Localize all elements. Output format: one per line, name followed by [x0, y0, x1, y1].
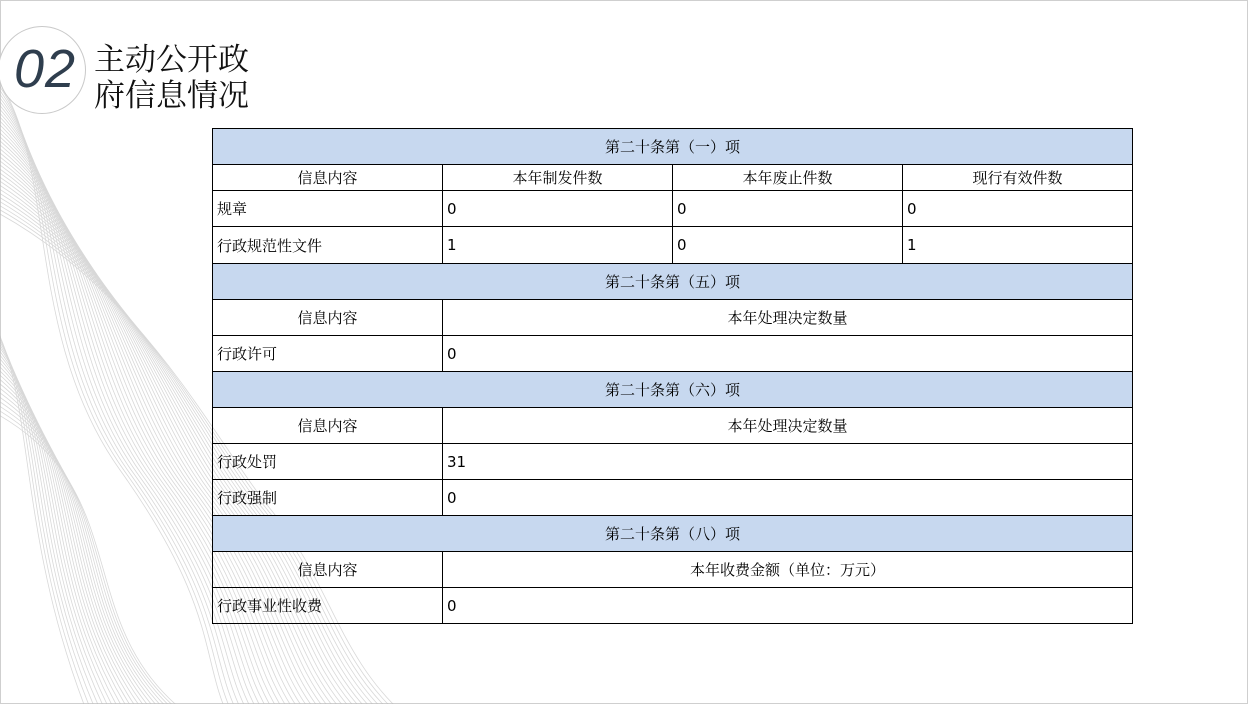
table-cell: 1 [443, 227, 673, 264]
table-row [213, 480, 1133, 516]
column-header: 信息内容 [213, 300, 443, 336]
slide-title-line-2: 府信息情况 [94, 78, 249, 114]
table-cell: 0 [443, 480, 1133, 516]
table-cell: 0 [903, 191, 1133, 227]
column-header: 本年制发件数 [443, 165, 673, 191]
table-cell: 行政处罚 [213, 444, 443, 480]
section-number: 02 [14, 39, 77, 99]
column-header: 本年废止件数 [673, 165, 903, 191]
disclosure-table [212, 128, 1133, 624]
table-cell: 0 [673, 227, 903, 264]
table-row [213, 444, 1133, 480]
section-title: 第二十条第（一）项 [213, 129, 1133, 165]
slide-title [94, 42, 249, 114]
table-cell: 1 [903, 227, 1133, 264]
section-title: 第二十条第（八）项 [213, 516, 1133, 552]
table-row [213, 191, 1133, 227]
column-header: 本年收费金额（单位：万元） [443, 552, 1133, 588]
decorative-wave-line [0, 395, 185, 704]
column-header: 本年处理决定数量 [443, 408, 1133, 444]
table-row [213, 227, 1133, 264]
decorative-wave-line [0, 310, 100, 704]
table-cell: 规章 [213, 191, 443, 227]
table-cell: 0 [443, 588, 1133, 624]
section-header-row [213, 372, 1133, 408]
table-cell: 行政事业性收费 [213, 588, 443, 624]
section-header-row [213, 264, 1133, 300]
table-cell: 行政规范性文件 [213, 227, 443, 264]
table-cell: 31 [443, 444, 1133, 480]
column-header-row [213, 300, 1133, 336]
table-cell: 0 [443, 336, 1133, 372]
column-header: 信息内容 [213, 552, 443, 588]
slide-title-line-1: 主动公开政 [94, 42, 249, 78]
section-header-row [213, 516, 1133, 552]
table-row [213, 336, 1133, 372]
table-cell: 0 [673, 191, 903, 227]
column-header: 现行有效件数 [903, 165, 1133, 191]
column-header: 信息内容 [213, 165, 443, 191]
section-title: 第二十条第（六）项 [213, 372, 1133, 408]
column-header-row [213, 408, 1133, 444]
column-header-row [213, 552, 1133, 588]
column-header: 本年处理决定数量 [443, 300, 1133, 336]
column-header-row [213, 165, 1133, 191]
table-row [213, 588, 1133, 624]
section-header-row [213, 129, 1133, 165]
decorative-wave-line [0, 380, 170, 704]
decorative-wave-line [0, 405, 195, 704]
table-cell: 0 [443, 191, 673, 227]
table-cell: 行政强制 [213, 480, 443, 516]
column-header: 信息内容 [213, 408, 443, 444]
decorative-wave-line [0, 385, 175, 704]
table-cell: 行政许可 [213, 336, 443, 372]
section-title: 第二十条第（五）项 [213, 264, 1133, 300]
